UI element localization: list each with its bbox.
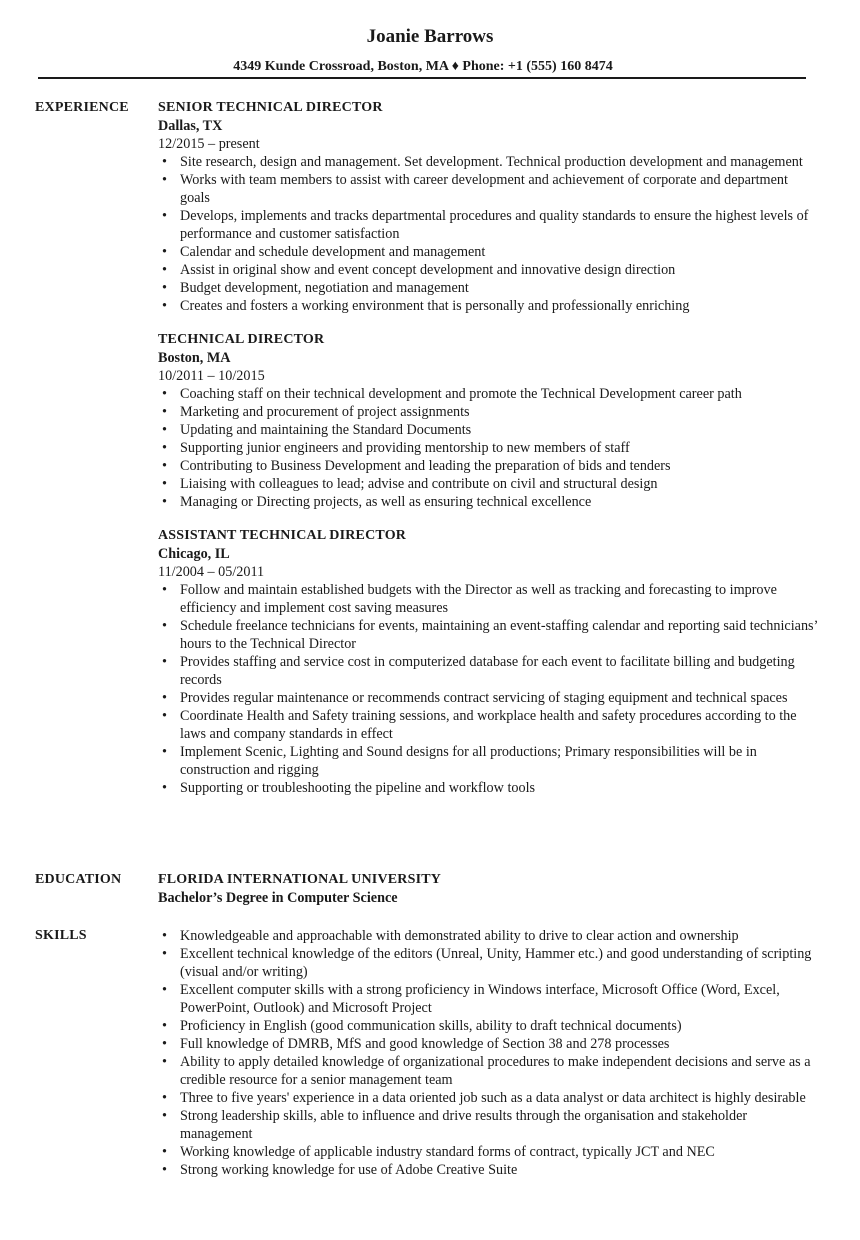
bullet-item: • Works with team members to assist with career development and achievement of corporate and department goals bbox=[180, 171, 818, 207]
skill-item: • Knowledgeable and approachable with demonstrated ability to drive to clear action and ownership bbox=[180, 927, 818, 945]
candidate-name: Joanie Barrows bbox=[366, 26, 494, 47]
education-body bbox=[158, 871, 818, 907]
bullet-item: • Coordinate Health and Safety training sessions, and workplace health and safety procedures according to the laws and company standards in effect bbox=[180, 707, 818, 743]
skill-item: • Proficiency in English (good communication skills, ability to draft technical documents) bbox=[180, 1017, 818, 1035]
bullet-item: • Calendar and schedule development and management bbox=[180, 243, 818, 261]
bullet-item: • Creates and fosters a working environment that is personally and professionally enriching bbox=[180, 297, 818, 315]
skills-list bbox=[158, 927, 818, 1179]
job-dates: 10/2011 – 10/2015 bbox=[158, 368, 265, 384]
skill-item: • Full knowledge of DMRB, MfS and good knowledge of Section 38 and 278 processes bbox=[180, 1035, 818, 1053]
skill-item: • Strong leadership skills, able to influence and drive results through the organisation and stakeholder management bbox=[180, 1107, 818, 1143]
job-entry bbox=[158, 99, 818, 315]
skill-item: • Three to five years' experience in a data oriented job such as a data analyst or data architect is highly desirable bbox=[180, 1089, 818, 1107]
skill-item: • Excellent technical knowledge of the editors (Unreal, Unity, Hammer etc.) and good understanding of scripting (visual and/or writing) bbox=[180, 945, 818, 981]
contact-line: 4349 Kunde Crossroad, Boston, MA ♦ Phone: +1 (555) 160 8474 bbox=[233, 59, 613, 74]
job-dates: 12/2015 – present bbox=[158, 136, 260, 152]
bullet-item: • Implement Scenic, Lighting and Sound designs for all productions; Primary responsibilities will be in construction and rigging bbox=[180, 743, 818, 779]
bullet-item: • Develops, implements and tracks departmental procedures and quality standards to ensure the highest levels of performance and customer satisfaction bbox=[180, 207, 818, 243]
bullet-item: • Supporting junior engineers and providing mentorship to new members of staff bbox=[180, 439, 818, 457]
skill-item: • Excellent computer skills with a strong proficiency in Windows interface, Microsoft Office (Word, Excel, PowerPoint, Outlook) and Microsoft Project bbox=[180, 981, 818, 1017]
job-title: TECHNICAL DIRECTOR bbox=[158, 332, 325, 347]
header-divider bbox=[38, 77, 806, 79]
bullet-item: • Contributing to Business Development and leading the preparation of bids and tenders bbox=[180, 457, 818, 475]
skills-body bbox=[158, 927, 818, 1179]
job-bullets bbox=[158, 385, 818, 511]
skill-item: • Ability to apply detailed knowledge of organizational procedures to make independent decisions and serve as a credible resource for a senior management team bbox=[180, 1053, 818, 1089]
bullet-item: • Provides regular maintenance or recommends contract servicing of staging equipment and technical spaces bbox=[180, 689, 818, 707]
bullet-item: • Liaising with colleagues to lead; advise and contribute on civil and structural design bbox=[180, 475, 818, 493]
job-location: Boston, MA bbox=[158, 350, 231, 366]
bullet-item: • Coaching staff on their technical development and promote the Technical Development career path bbox=[180, 385, 818, 403]
school-name: FLORIDA INTERNATIONAL UNIVERSITY bbox=[158, 872, 442, 887]
bullet-item: • Site research, design and management. Set development. Technical production development and management bbox=[180, 153, 818, 171]
job-title: ASSISTANT TECHNICAL DIRECTOR bbox=[158, 528, 407, 543]
bullet-item: • Schedule freelance technicians for events, maintaining an event-staffing calendar and reporting said technicians’ hours to the Technical Director bbox=[180, 617, 818, 653]
skills-heading: SKILLS bbox=[35, 928, 87, 943]
bullet-item: • Provides staffing and service cost in computerized database for each event to facilitate billing and budgeting records bbox=[180, 653, 818, 689]
job-entry bbox=[158, 331, 818, 511]
job-location: Chicago, IL bbox=[158, 546, 230, 562]
job-title: SENIOR TECHNICAL DIRECTOR bbox=[158, 100, 383, 115]
education-heading: EDUCATION bbox=[35, 872, 122, 887]
skill-item: • Strong working knowledge for use of Adobe Creative Suite bbox=[180, 1161, 818, 1179]
bullet-item: • Updating and maintaining the Standard Documents bbox=[180, 421, 818, 439]
skill-item: • Working knowledge of applicable industry standard forms of contract, typically JCT and NEC bbox=[180, 1143, 818, 1161]
job-bullets bbox=[158, 581, 818, 797]
degree: Bachelor’s Degree in Computer Science bbox=[158, 890, 398, 906]
bullet-item: • Assist in original show and event concept development and innovative design direction bbox=[180, 261, 818, 279]
experience-body bbox=[158, 99, 818, 813]
experience-heading: EXPERIENCE bbox=[35, 100, 129, 115]
bullet-item: • Marketing and procurement of project assignments bbox=[180, 403, 818, 421]
job-location: Dallas, TX bbox=[158, 118, 223, 134]
bullet-item: • Managing or Directing projects, as well as ensuring technical excellence bbox=[180, 493, 818, 511]
job-entry bbox=[158, 527, 818, 797]
job-bullets bbox=[158, 153, 818, 315]
bullet-item: • Budget development, negotiation and management bbox=[180, 279, 818, 297]
job-dates: 11/2004 – 05/2011 bbox=[158, 564, 265, 580]
bullet-item: • Supporting or troubleshooting the pipeline and workflow tools bbox=[180, 779, 818, 797]
bullet-item: • Follow and maintain established budgets with the Director as well as tracking and forecasting to improve efficiency and implement cost saving measures bbox=[180, 581, 818, 617]
